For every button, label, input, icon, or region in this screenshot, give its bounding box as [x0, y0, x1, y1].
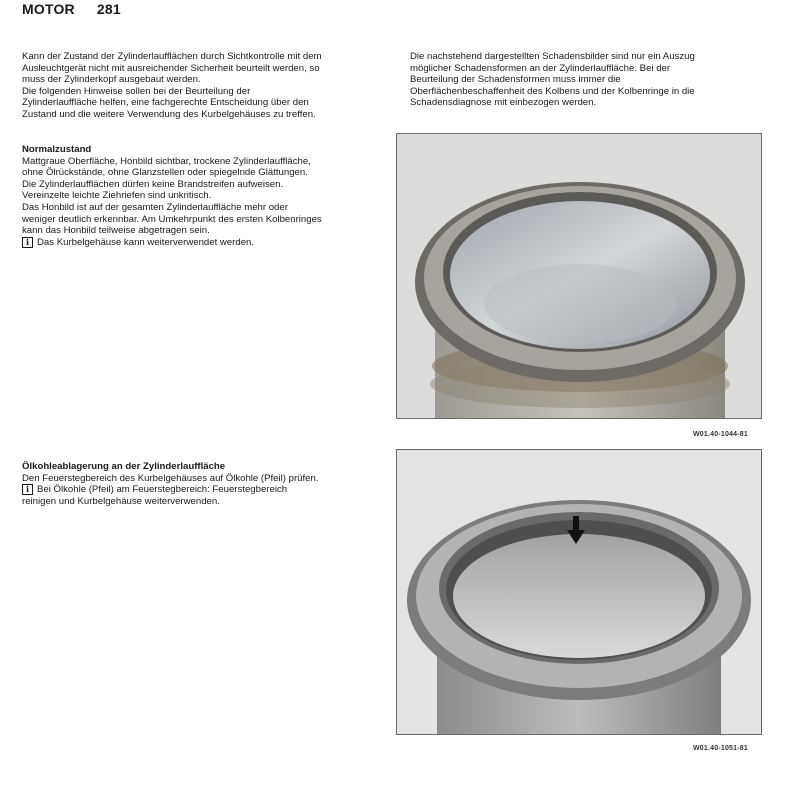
info-note	[22, 484, 382, 496]
left-intro-line: muss der Zylinderkopf ausgebaut werden.	[22, 74, 201, 86]
left-intro	[22, 51, 382, 121]
section-line: Das Honbild ist auf der gesamten Zylinderlauffläche mehr oder	[22, 201, 288, 213]
info-text-continued: reinigen und Kurbelgehäuse weiterverwenden.	[22, 495, 220, 507]
section-heading: Normalzustand	[22, 144, 92, 155]
info-icon: i	[22, 237, 33, 248]
header-section: MOTOR	[22, 1, 75, 17]
figure-caption: W01.40-1051-81	[693, 745, 748, 752]
right-intro-line: Schadensdiagnose mit einbezogen werden.	[410, 97, 597, 109]
info-icon: i	[22, 484, 33, 495]
info-text: Bei Ölkohle (Pfeil) am Feuerstegbereich: Feuerstegbereich	[37, 484, 288, 496]
section-line: Mattgraue Oberfläche, Honbild sichtbar, trockene Zylinderlauffläche,	[22, 155, 311, 167]
page-header	[22, 1, 121, 17]
right-intro-line: Beurteilung der Schadensformen muss immer die	[410, 74, 621, 86]
section-line: Vereinzelte leichte Ziehriefen sind unkritisch.	[22, 190, 212, 202]
right-intro-line: Die nachstehend dargestellten Schadensbilder sind nur ein Auszug	[410, 51, 695, 62]
section-line: Den Feuerstegbereich des Kurbelgehäuses auf Ölkohle (Pfeil) prüfen.	[22, 472, 319, 484]
left-intro-line: Die folgenden Hinweise sollen bei der Beurteilung der	[22, 85, 251, 97]
section-heading: Ölkohleablagerung an der Zylinderlauffläche	[22, 461, 226, 472]
left-intro-line: Kann der Zustand der Zylinderlaufflächen durch Sichtkontrolle mit dem	[22, 51, 322, 62]
section-line: Die Zylinderlaufflächen dürfen keine Brandstreifen aufweisen.	[22, 178, 284, 190]
info-text: Das Kurbelgehäuse kann weiterverwendet werden.	[37, 236, 255, 248]
section-line: ohne Ölrückstände, ohne Glanzstellen oder spiegelnde Glättungen.	[22, 167, 308, 179]
section-oelkohle	[22, 461, 382, 507]
left-intro-line: Ausleuchtgerät nicht mit ausreichender Sicherheit beurteilt werden, so	[22, 62, 320, 74]
cylinder-photo-oil-carbon	[396, 449, 762, 735]
left-intro-line: Zustand und die weitere Verwendung des Kurbelgehäuses zu treffen.	[22, 108, 316, 120]
header-page-number: 281	[96, 1, 121, 17]
figure-caption: W01.40-1044-81	[693, 431, 748, 438]
section-normalzustand	[22, 144, 382, 248]
right-intro	[410, 51, 780, 109]
section-line: weniger deutlich erkennbar. Am Umkehrpunkt des ersten Kolbenringes	[22, 213, 322, 225]
section-line: kann das Honbild teilweise abgetragen sein.	[22, 225, 210, 237]
info-note	[22, 237, 382, 249]
left-intro-line: Zylinderlauffläche helfen, eine fachgerechte Entscheidung über den	[22, 97, 309, 109]
right-intro-line: möglicher Schadensformen an der Zylinderlauffläche. Bei der	[410, 62, 671, 74]
cylinder-photo-normal	[396, 133, 762, 419]
right-intro-line: Oberflächenbeschaffenheit des Kolbens und der Kolbenringe in die	[410, 85, 695, 97]
